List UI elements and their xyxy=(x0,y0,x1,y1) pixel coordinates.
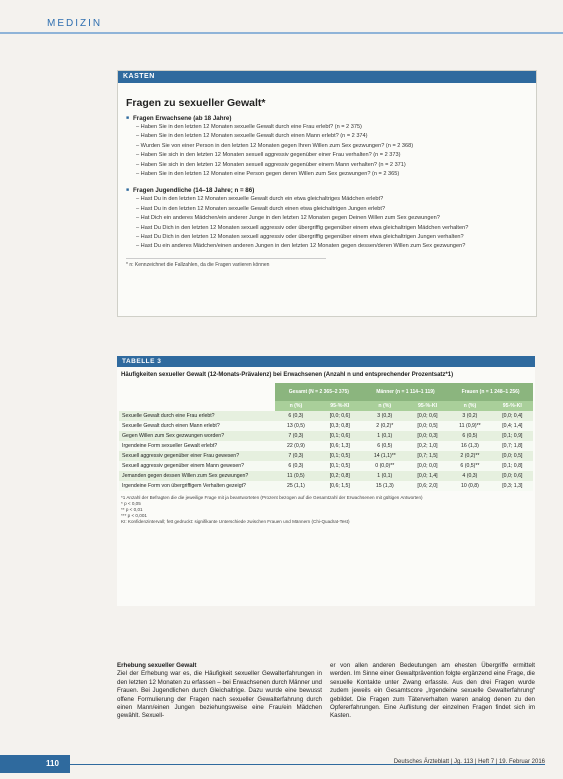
row-label: Sexuell aggressiv gegenüber einem Mann gewesen? xyxy=(119,461,275,471)
list-item: – Haben Sie sich in den letzten 12 Monaten sexuell aggressiv gegenüber einer Frau verhalten? (n = 2 373) xyxy=(136,151,536,160)
table-cell: [0,3; 0,8] xyxy=(317,421,363,431)
list-item: – Hast Du in den letzten 12 Monaten sexuelle Gewalt durch ein etwa gleichaltriges Mädchen erlebt? xyxy=(136,195,536,204)
table-cell: 6 (0,3) xyxy=(275,411,317,421)
journal-reference: Deutsches Ärzteblatt | Jg. 113 | Heft 7 | 19. Februar 2016 xyxy=(393,759,545,765)
table-cell: 14 (1,1)** xyxy=(363,451,407,461)
table-cell: [0,0; 0,4] xyxy=(492,411,533,421)
table-label: TABELLE 3 xyxy=(117,356,535,367)
results-table-block xyxy=(117,356,535,606)
row-label: Sexuelle Gewalt durch einen Mann erlebt? xyxy=(119,421,275,431)
sub-header: n (%) xyxy=(448,401,491,411)
group-youth xyxy=(126,187,536,251)
top-rule xyxy=(0,32,563,34)
paragraph: Ziel der Erhebung war es, die Häufigkeit sexueller Gewalterfahrungen in den letzten 12 Monaten zu erfassen – bei Erwachsenen durch Männer und Frauen. Bei Jugendlichen durch Gleichaltrige. Dazu wurde eine bewusst offene Formulierung der Fragen nach sexueller Gewalterfahrung durch einen Mann/einen Jungen beziehungsweise eine Frau/ein Mädchen gewählt. Sexuell- xyxy=(117,670,322,720)
table-cell: 15 (1,3) xyxy=(363,481,407,491)
table-cell: [0,0; 0,6] xyxy=(407,411,448,421)
list-item: – Hast Du ein anderes Mädchen/einen anderen Jungen in den letzten 12 Monaten gegen dessen/deren Willen zum Sex gezwungen? xyxy=(136,242,536,251)
table-cell: 13 (0,5) xyxy=(275,421,317,431)
group-title: ■ Fragen Jugendliche (14–18 Jahre; n = 86) xyxy=(126,187,536,194)
question-box xyxy=(117,70,537,317)
table-cell: 1 (0,1) xyxy=(363,431,407,441)
table-cell: 6 (0,5)** xyxy=(448,461,491,471)
table-cell: [0,6; 1,5] xyxy=(317,481,363,491)
table-note: ** p < 0,01 xyxy=(121,507,143,512)
body-column-right xyxy=(330,662,535,721)
table-cell: [0,7; 1,8] xyxy=(492,441,533,451)
sub-header: n (%) xyxy=(363,401,407,411)
table-cell: 16 (1,3) xyxy=(448,441,491,451)
sub-header: n (%) xyxy=(275,401,317,411)
table-cell: 2 (0,2)** xyxy=(448,451,491,461)
question-list xyxy=(136,195,536,251)
table-cell: [0,0; 0,6] xyxy=(317,411,363,421)
table-cell: 25 (1,1) xyxy=(275,481,317,491)
table-cell: 7 (0,3) xyxy=(275,431,317,441)
table-cell: [0,0; 0,5] xyxy=(492,451,533,461)
box-title: Fragen zu sexueller Gewalt* xyxy=(126,97,266,109)
table-cell: 6 (0,3) xyxy=(275,461,317,471)
page-number: 110 xyxy=(0,755,70,773)
table-cell: 4 (0,3) xyxy=(448,471,491,481)
table-cell: 11 (0,5) xyxy=(275,471,317,481)
table-cell: [0,1; 0,5] xyxy=(317,451,363,461)
table-note: * p < 0,05 xyxy=(121,501,141,506)
table-row xyxy=(119,441,533,451)
list-item: – Haben Sie in den letzten 12 Monaten sexuelle Gewalt durch eine Frau erlebt? (n = 2 375) xyxy=(136,123,536,132)
table-cell: [0,6; 2,0] xyxy=(407,481,448,491)
table-cell: 10 (0,8) xyxy=(448,481,491,491)
table-cell: [0,4; 1,4] xyxy=(492,421,533,431)
question-list xyxy=(136,123,536,179)
list-item: – Wurden Sie von einer Person in den letzten 12 Monaten gegen Ihren Willen zum Sex gezwungen? (n = 2 368) xyxy=(136,142,536,151)
row-label: Gegen Willen zum Sex gezwungen worden? xyxy=(119,431,275,441)
table-cell: 7 (0,3) xyxy=(275,451,317,461)
row-label: Sexuelle Gewalt durch eine Frau erlebt? xyxy=(119,411,275,421)
table-title: Häufigkeiten sexueller Gewalt (12-Monats-Prävalenz) bei Erwachsenen (Anzahl n und entsprechender Prozentsatz*1) xyxy=(121,372,454,378)
table-note: *1 Anzahl der Befragten die die jeweilige Frage mit ja beantworteten (Prozent bezogen auf die Gesamtzahl der Erwachsenen mit gültigen Antworten) xyxy=(121,495,423,500)
table-cell: 2 (0,2)* xyxy=(363,421,407,431)
table-cell: [0,1; 0,8] xyxy=(492,461,533,471)
table-cell: [0,0; 0,6] xyxy=(492,471,533,481)
list-item: – Haben Sie sich in den letzten 12 Monaten sexuell aggressiv gegenüber einem Mann verhalten? (n = 2 371) xyxy=(136,161,536,170)
body-column-left xyxy=(117,662,322,721)
table-cell: 3 (0,3) xyxy=(363,411,407,421)
table-row xyxy=(119,471,533,481)
page-footer xyxy=(0,755,563,773)
table-cell: 11 (0,9)** xyxy=(448,421,491,431)
list-item: – Hat Dich ein anderes Mädchen/ein anderer Junge in den letzten 12 Monaten gegen Deinen Willen zum Sex gezwungen? xyxy=(136,214,536,223)
table-cell: [0,2; 0,8] xyxy=(317,471,363,481)
row-label: Sexuell aggressiv gegenüber einer Frau gewesen? xyxy=(119,451,275,461)
table-cell: [0,0; 1,4] xyxy=(407,471,448,481)
sub-header: 95-%-KI xyxy=(407,401,448,411)
table-row xyxy=(119,421,533,431)
table-cell: [0,1; 0,5] xyxy=(317,461,363,471)
corner-cell xyxy=(119,401,275,411)
table-row xyxy=(119,481,533,491)
table-row xyxy=(119,411,533,421)
table-cell: 3 (0,2) xyxy=(448,411,491,421)
list-item: – Haben Sie in den letzten 12 Monaten eine Person gegen deren Willen zum Sex gezwungen? (n = 2 365) xyxy=(136,170,536,179)
corner-cell xyxy=(119,383,275,401)
table-cell: [0,0; 0,5] xyxy=(407,421,448,431)
table-cell: 0 (0,0)** xyxy=(363,461,407,471)
row-label: Irgendeine Form sexueller Gewalt erlebt? xyxy=(119,441,275,451)
table-cell: 6 (0,5) xyxy=(363,441,407,451)
table-cell: 22 (0,9) xyxy=(275,441,317,451)
group-header-total: Gesamt (N = 2 365–2 375) xyxy=(275,383,363,401)
table-row xyxy=(119,431,533,441)
table-cell: [0,1; 0,6] xyxy=(317,431,363,441)
table-cell: [0,1; 0,9] xyxy=(492,431,533,441)
table-notes xyxy=(121,495,535,525)
results-table xyxy=(119,383,533,491)
table-cell: [0,0; 0,0] xyxy=(407,461,448,471)
table-note: KI: Konfidenzintervall; fett gedruckt: signifikante Unterschiede zwischen Frauen und Männern (Chi-Quadrat-Test) xyxy=(121,519,350,524)
group-title: ■ Fragen Erwachsene (ab 18 Jahre) xyxy=(126,115,536,122)
box-label: KASTEN xyxy=(118,71,536,83)
list-item: – Haben Sie in den letzten 12 Monaten sexuelle Gewalt durch einen Mann erlebt? (n = 2 374) xyxy=(136,132,536,141)
box-footnote: * n: Kennzeichnet die Fallzahlen, da die Fragen variieren können xyxy=(126,258,326,268)
group-header-women: Frauen (n = 1 248–1 256) xyxy=(448,383,533,401)
table-cell: [0,3; 1,3] xyxy=(492,481,533,491)
group-header-men: Männer (n = 1 114–1 119) xyxy=(363,383,449,401)
list-item: – Hast Du in den letzten 12 Monaten sexuelle Gewalt durch einen etwa gleichaltrigen Jungen erlebt? xyxy=(136,205,536,214)
table-cell: 1 (0,1) xyxy=(363,471,407,481)
sub-header: 95-%-KI xyxy=(492,401,533,411)
row-label: Irgendeine Form von übergriffigem Verhalten gezeigt? xyxy=(119,481,275,491)
table-cell: [0,2; 1,0] xyxy=(407,441,448,451)
list-item: – Hast Du Dich in den letzten 12 Monaten sexuell aggressiv oder übergriffig gegenüber einem etwa gleichaltrigen Jungen verhalten? xyxy=(136,233,536,242)
list-item: – Hast Du Dich in den letzten 12 Monaten sexuell aggressiv oder übergriffig gegenüber einem etwa gleichaltrigen Mädchen verhalten? xyxy=(136,224,536,233)
sub-header: 95-%-KI xyxy=(317,401,363,411)
group-adults xyxy=(126,115,536,179)
paragraph: er von allen anderen Bedeutungen am ehesten Übergriffe ermittelt werden. Im Sinne einer Gewaltprävention folgte ergänzend eine Frage, die sexuelle Kontakte unter Zwang erfasste. Aus den drei Fragen wurde zudem jeweils ein Gesamtscore „Irgendeine sexuelle Gewalterfahrung“ gebildet. Die Fragen zum Täterverhalten waren analog denen zu den Opfererfahrungen. Eine Auflistung der einzelnen Fragen findet sich im Kasten. xyxy=(330,662,535,720)
row-label: Jemanden gegen dessen Willen zum Sex gezwungen? xyxy=(119,471,275,481)
table-cell: [0,7; 1,5] xyxy=(407,451,448,461)
table-note: *** p < 0,001 xyxy=(121,513,147,518)
table-row xyxy=(119,461,533,471)
section-label: MEDIZIN xyxy=(47,18,103,29)
table-cell: [0,0; 0,3] xyxy=(407,431,448,441)
table-cell: 6 (0,5) xyxy=(448,431,491,441)
subsection-heading: Erhebung sexueller Gewalt xyxy=(117,662,197,669)
table-row xyxy=(119,451,533,461)
table-cell: [0,6; 1,3] xyxy=(317,441,363,451)
